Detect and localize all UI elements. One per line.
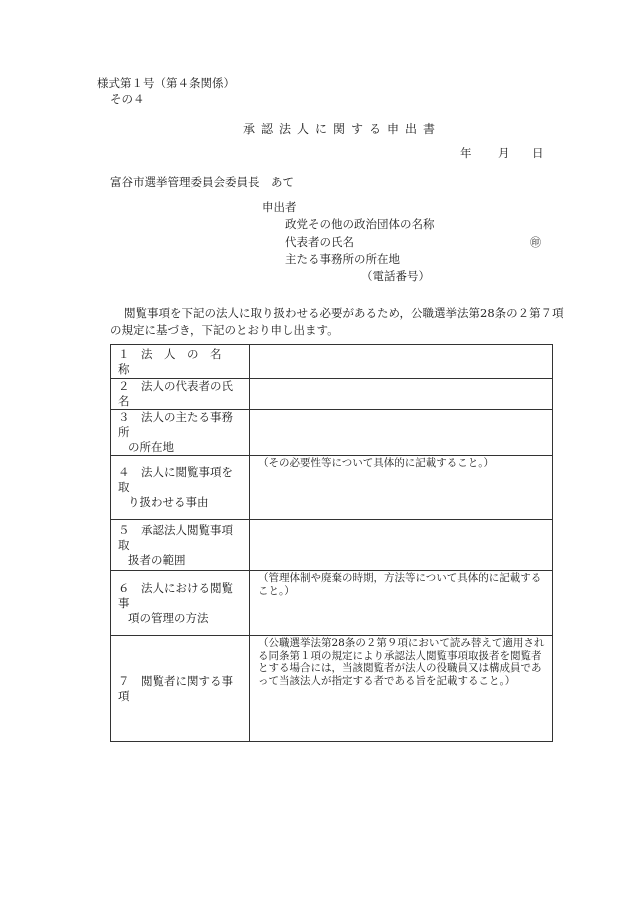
seal-mark: ㊞ <box>530 236 541 249</box>
row-label <box>111 636 250 742</box>
row-label-text: ３ 法人の主たる事務所 <box>118 410 233 439</box>
row-label <box>111 571 250 636</box>
addressee: 富谷市選挙管理委員会委員長 あて <box>110 175 294 189</box>
date-month: 月 <box>498 146 510 160</box>
intro-line-1: 閲覧事項を下記の法人に取り扱わせる必要があるため，公職選挙法第28条の２第７項 <box>124 306 564 320</box>
date-day: 日 <box>532 146 544 160</box>
row-label-text: ２ 法人の代表者の氏名 <box>118 379 233 408</box>
row-note <box>250 379 552 380</box>
row-note: （管理体制や廃棄の時期，方法等について具体的に記載すること。） <box>258 572 542 597</box>
row-note: （公職選挙法第28条の２第９項において読み替えて適用される同条第１項の規定により承認法人閲覧事項取扱者を閲覧者とする場合には，当該閲覧者が法人の役職員又は構成員であって当該法人が指定する者である旨を記載すること。） <box>258 637 545 687</box>
form-number: 様式第１号（第４条関係） <box>97 76 235 90</box>
row-value-cell[interactable] <box>250 379 553 410</box>
row-label-text: ７ 閲覧者に関する事項 <box>118 673 233 703</box>
row-label-text: ５ 承認法人閲覧事項取 <box>118 522 233 552</box>
row-label-text: ４ 法人に閲覧事項を取 <box>118 465 233 494</box>
row-label-text-cont: り扱わせる事由 <box>128 495 209 509</box>
row-label <box>111 345 250 379</box>
row-value-cell[interactable] <box>250 345 553 379</box>
row-label-text-cont: の所在地 <box>128 440 174 454</box>
row-label <box>111 456 250 520</box>
table-row <box>111 379 553 410</box>
applicant-office: 主たる事務所の所在地 <box>285 252 400 266</box>
row-note <box>250 520 552 521</box>
applicant-phone: （電話番号） <box>361 269 430 283</box>
row-label-text: ６ 法人における閲覧事 <box>118 580 233 610</box>
row-value-cell[interactable] <box>250 520 553 571</box>
row-label <box>111 410 250 456</box>
date-year: 年 <box>460 146 472 160</box>
row-value-cell[interactable] <box>250 456 553 520</box>
table-row <box>111 571 553 636</box>
intro-line-2: の規定に基づき，下記のとおり申し出ます。 <box>110 323 339 337</box>
row-note <box>250 345 552 346</box>
row-value-cell[interactable] <box>250 571 553 636</box>
applicant-org-name: 政党その他の政治団体の名称 <box>285 217 435 231</box>
row-label <box>111 520 250 571</box>
table-row <box>111 345 553 379</box>
table-row <box>111 636 553 742</box>
table-row <box>111 456 553 520</box>
application-table <box>110 344 553 742</box>
form-sub-number: その４ <box>110 92 145 106</box>
table-row <box>111 410 553 456</box>
row-value-cell[interactable] <box>250 636 553 742</box>
table-row <box>111 520 553 571</box>
row-label-text-cont: 扱者の範囲 <box>128 552 186 567</box>
applicant-heading: 申出者 <box>262 200 297 214</box>
row-label-text-cont: 項の管理の方法 <box>128 610 209 625</box>
row-note: （その必要性等について具体的に記載すること。） <box>258 457 495 469</box>
applicant-rep-name: 代表者の氏名 <box>285 235 354 249</box>
row-label-text: １ 法 人 の 名 称 <box>118 346 233 376</box>
row-note <box>250 410 552 411</box>
row-value-cell[interactable] <box>250 410 553 456</box>
row-label <box>111 379 250 410</box>
form-title: 承認法人に関する申出書 <box>243 122 442 136</box>
